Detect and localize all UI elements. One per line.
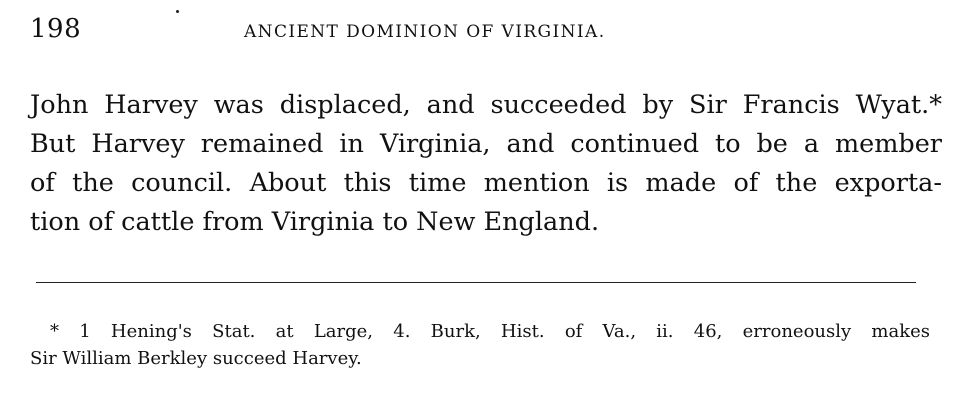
body-line: But Harvey remained in Virginia, and continued to be a member [30,129,942,159]
footnote-line: * 1 Hening's Stat. at Large, 4. Burk, Hist. of Va., ii. 46, erroneously makes [50,321,930,342]
page-number: 198 [30,14,82,44]
running-title: ANCIENT DOMINION OF VIRGINIA. [244,22,606,42]
body-line: John Harvey was displaced, and succeeded by Sir Francis Wyat.* [30,90,942,120]
footnote-separator-rule [36,282,916,283]
body-line: tion of cattle from Virginia to New England. [30,207,600,237]
print-speck [176,10,179,13]
body-paragraph [30,86,942,242]
footnote [30,318,930,372]
footnote-line: Sir William Berkley succeed Harvey. [30,348,362,369]
body-line: of the council. About this time mention is made of the exporta- [30,168,942,198]
